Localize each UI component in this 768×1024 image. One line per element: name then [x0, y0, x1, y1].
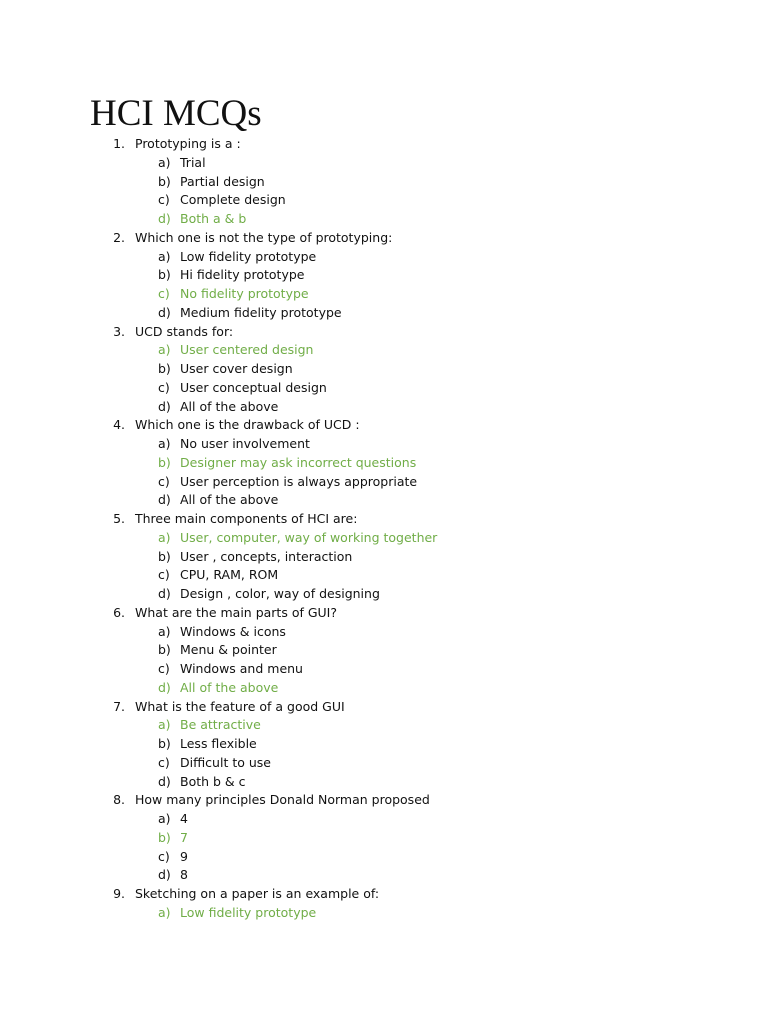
option-text: Windows & icons: [180, 623, 286, 639]
option-text: Low fidelity prototype: [180, 248, 317, 264]
option-text: 8: [180, 867, 188, 883]
option-item: [0, 772, 768, 791]
answer-option: [0, 828, 768, 847]
question-text: Prototyping is a :: [135, 136, 241, 151]
option-text: Low fidelity prototype: [180, 904, 317, 920]
option-text: Designer may ask incorrect questions: [180, 454, 417, 470]
option-letter: a): [158, 248, 171, 264]
question-number: 1.: [113, 136, 125, 151]
option-letter: b): [158, 267, 171, 283]
question-item: [0, 603, 768, 622]
question-item: [0, 790, 768, 809]
option-text: 7: [180, 829, 188, 845]
question-item: [0, 884, 768, 903]
option-text: User centered design: [180, 342, 314, 358]
option-text: Medium fidelity prototype: [180, 304, 342, 320]
option-text: User cover design: [180, 361, 293, 376]
option-letter: c): [158, 473, 170, 489]
option-letter: d): [158, 867, 171, 883]
option-letter: d): [158, 773, 171, 789]
question-item: [0, 228, 768, 247]
question-number: 8.: [113, 792, 125, 808]
option-letter: d): [158, 304, 171, 320]
option-letter: a): [158, 529, 171, 545]
option-item: [0, 172, 768, 191]
question-item: [0, 509, 768, 528]
option-letter: b): [158, 361, 171, 376]
option-text: No fidelity prototype: [180, 286, 309, 301]
option-item: [0, 584, 768, 603]
option-item: [0, 265, 768, 284]
option-letter: a): [158, 342, 171, 358]
question-text: UCD stands for:: [135, 323, 234, 339]
option-item: [0, 659, 768, 678]
option-text: User, computer, way of working together: [180, 529, 438, 545]
option-item: [0, 753, 768, 772]
option-letter: c): [158, 286, 170, 301]
option-text: Hi fidelity prototype: [180, 267, 305, 283]
option-letter: b): [158, 173, 171, 189]
page-title: HCI MCQs: [90, 93, 262, 134]
question-number: 2.: [113, 229, 125, 245]
option-item: [0, 153, 768, 172]
option-letter: d): [158, 211, 171, 226]
question-number: 9.: [113, 886, 125, 901]
question-item: [0, 134, 768, 153]
question-text: How many principles Donald Norman proposed: [135, 792, 430, 808]
option-text: No user involvement: [180, 436, 310, 451]
answer-option: [0, 715, 768, 734]
option-text: 9: [180, 848, 188, 864]
option-item: [0, 809, 768, 828]
option-item: [0, 359, 768, 378]
option-text: Trial: [180, 154, 206, 170]
question-number: 4.: [113, 417, 125, 433]
option-letter: b): [158, 829, 171, 845]
option-item: [0, 734, 768, 753]
option-text: Design , color, way of designing: [180, 586, 380, 601]
question-number: 5.: [113, 511, 125, 526]
option-item: [0, 190, 768, 209]
option-item: [0, 847, 768, 866]
option-item: [0, 434, 768, 453]
option-letter: b): [158, 736, 171, 751]
option-item: [0, 865, 768, 884]
option-item: [0, 547, 768, 566]
option-text: Partial design: [180, 173, 265, 189]
option-text: Be attractive: [180, 717, 261, 733]
option-text: Complete design: [180, 192, 286, 208]
question-item: [0, 322, 768, 341]
option-item: [0, 565, 768, 584]
question-text: Sketching on a paper is an example of:: [135, 886, 380, 901]
question-text: Which one is the drawback of UCD :: [135, 417, 360, 433]
option-letter: c): [158, 567, 170, 583]
option-letter: c): [158, 379, 170, 395]
option-item: [0, 378, 768, 397]
option-letter: a): [158, 717, 171, 733]
option-letter: a): [158, 436, 171, 451]
answer-option: [0, 340, 768, 359]
answer-option: [0, 209, 768, 228]
option-letter: a): [158, 623, 171, 639]
option-letter: b): [158, 454, 171, 470]
option-text: All of the above: [180, 679, 279, 695]
answer-option: [0, 284, 768, 303]
option-letter: b): [158, 548, 171, 564]
option-text: User conceptual design: [180, 379, 327, 395]
answer-option: [0, 528, 768, 547]
option-text: Both a & b: [180, 211, 247, 226]
option-text: CPU, RAM, ROM: [180, 567, 279, 583]
option-letter: a): [158, 154, 171, 170]
option-text: Less flexible: [180, 736, 257, 751]
question-text: Three main components of HCI are:: [135, 511, 358, 526]
option-text: Both b & c: [180, 773, 246, 789]
question-text: Which one is not the type of prototyping:: [135, 229, 393, 245]
option-text: All of the above: [180, 492, 279, 508]
option-item: [0, 247, 768, 266]
question-number: 3.: [113, 323, 125, 339]
option-letter: d): [158, 492, 171, 508]
option-letter: d): [158, 398, 171, 414]
answer-option: [0, 678, 768, 697]
answer-option: [0, 903, 768, 922]
answer-option: [0, 453, 768, 472]
option-item: [0, 640, 768, 659]
option-text: User , concepts, interaction: [180, 548, 353, 564]
option-letter: b): [158, 642, 171, 658]
option-item: [0, 622, 768, 641]
question-item: [0, 697, 768, 716]
option-text: 4: [180, 811, 188, 826]
option-text: Windows and menu: [180, 661, 303, 676]
option-item: [0, 490, 768, 509]
question-number: 7.: [113, 698, 125, 714]
question-item: [0, 415, 768, 434]
option-letter: c): [158, 848, 170, 864]
option-text: User perception is always appropriate: [180, 473, 418, 489]
option-letter: a): [158, 904, 171, 920]
option-text: Difficult to use: [180, 754, 271, 770]
option-letter: c): [158, 661, 170, 676]
option-item: [0, 472, 768, 491]
option-letter: d): [158, 586, 171, 601]
question-number: 6.: [113, 604, 125, 620]
question-text: What is the feature of a good GUI: [135, 698, 345, 714]
option-text: Menu & pointer: [180, 642, 277, 658]
option-letter: c): [158, 192, 170, 208]
question-text: What are the main parts of GUI?: [135, 604, 337, 620]
option-letter: c): [158, 754, 170, 770]
option-letter: d): [158, 679, 171, 695]
option-letter: a): [158, 811, 171, 826]
option-item: [0, 397, 768, 416]
option-item: [0, 303, 768, 322]
option-text: All of the above: [180, 398, 279, 414]
